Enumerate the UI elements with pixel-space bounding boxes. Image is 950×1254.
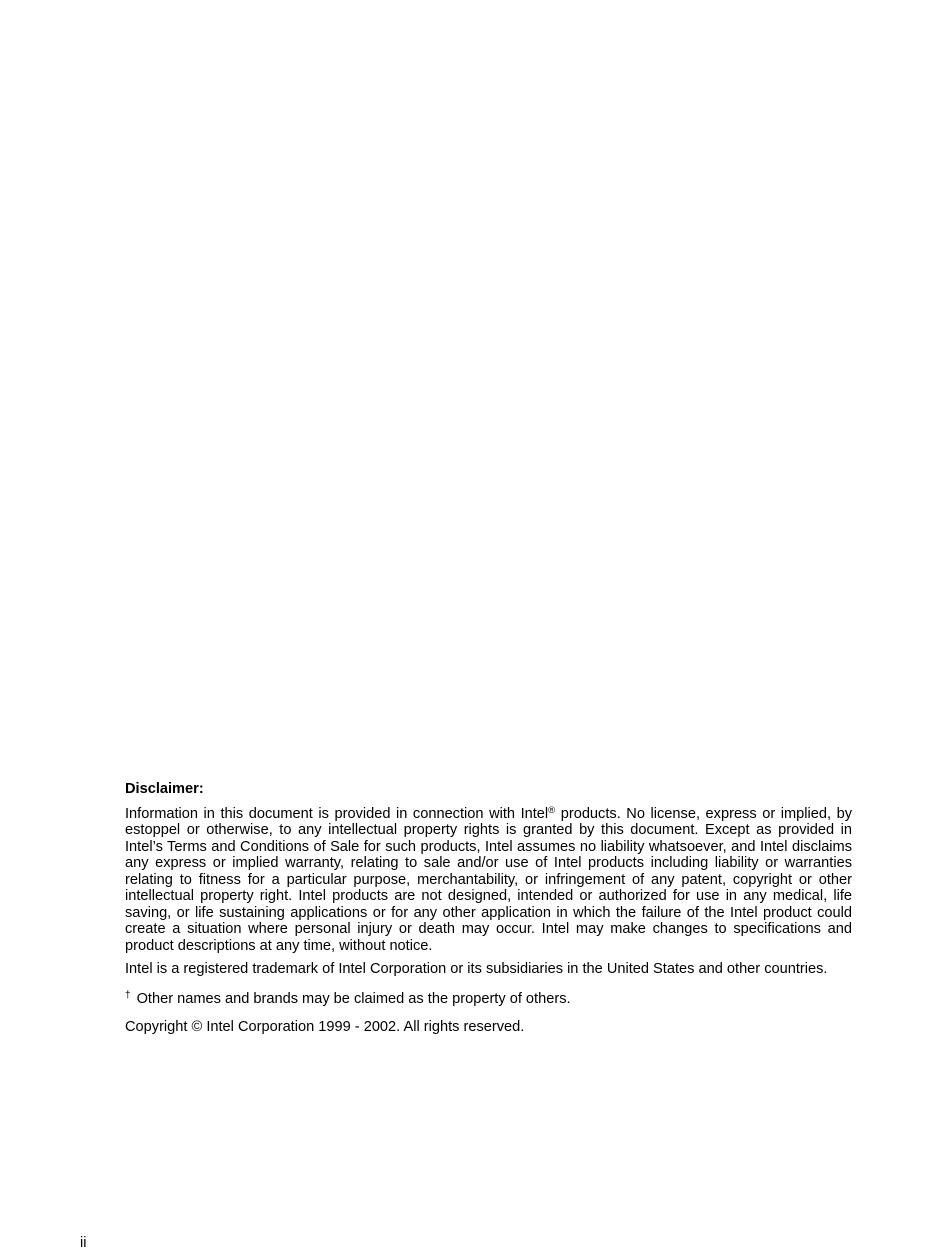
other-brands-text: Other names and brands may be claimed as the property of others. — [136, 990, 571, 1007]
disclaimer-paragraph — [125, 806, 852, 955]
page-number: ii — [80, 1235, 87, 1251]
disclaimer-text-start: Information in this document is provided in connection with Intel — [125, 805, 549, 822]
disclaimer-section — [125, 781, 852, 1043]
dagger-mark: † — [125, 989, 131, 1001]
other-brands-notice — [125, 991, 852, 1008]
disclaimer-heading: Disclaimer: — [125, 781, 204, 797]
registered-mark: ® — [548, 804, 556, 816]
trademark-notice: Intel is a registered trademark of Intel Corporation or its subsidiaries in the United States and other countries. — [125, 961, 828, 977]
disclaimer-text-rest: products. No license, express or implied, by estoppel or otherwise, to any intellectual property rights is granted by this document. Except as provided in Intel’s Terms and Conditions of Sale for such products, Intel assumes no liability whatsoever, and Intel disclaims any express or implied warranty, relating to sale and/or use of Intel products including liability or warranties relating to fitness for a particular purpose, merchantability, or infringement of any patent, copyright or other intellectual property right. Intel products are not designed, intended or authorized for use in any medical, life saving, or life sustaining applications or for any other application in which the failure of the Intel product could create a situation where personal injury or death may occur. Intel may make changes to specifications and product descriptions at any time, without notice. — [125, 805, 852, 954]
copyright-notice: Copyright © Intel Corporation 1999 - 2002. All rights reserved. — [125, 1019, 525, 1035]
